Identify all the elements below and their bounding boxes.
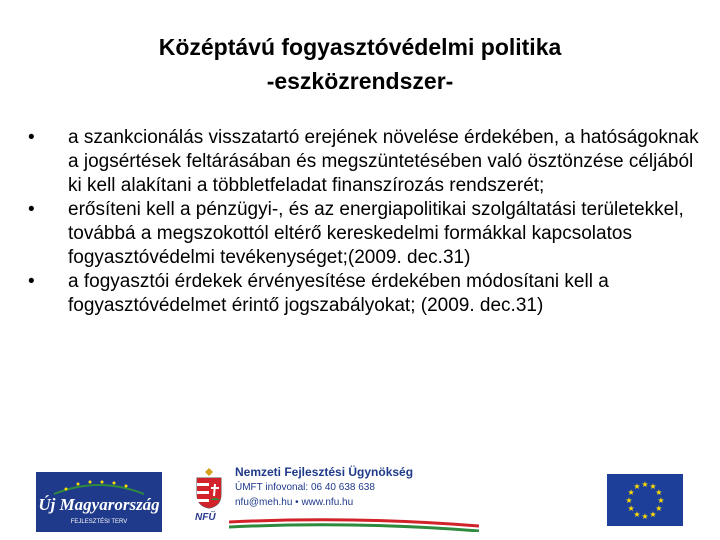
bullet-item — [28, 270, 708, 318]
infoline-text: ÚMFT infovonal: 06 40 638 638 — [235, 482, 375, 493]
eu-flag-icon — [607, 474, 683, 526]
eu-star-icon: ★ — [633, 509, 641, 519]
organization-name: Nemzeti Fejlesztési Ügynökség — [235, 465, 414, 479]
eu-star-icon: ★ — [657, 496, 665, 505]
bullet-text: erősíteni kell a pénzügyi-, és az energiapolitikai szolgáltatási területekkel, továbbá a megszokottól eltérő kereskedelmi formákkal kapcsolatos fogyasztóvédelmi tevékenységet;(2009. dec.31) — [68, 199, 684, 268]
bullet-text: a fogyasztói érdekek érvényesítése érdekében módosítani kell a fogyasztóvédelmet érintő jogszabályokat; (2009. dec.31) — [68, 271, 609, 316]
eu-star-icon: ★ — [649, 482, 657, 492]
bullet-marker: • — [28, 199, 35, 220]
hungarian-crest-icon — [193, 466, 225, 510]
nfu-abbreviation: NFÜ — [195, 512, 216, 523]
eu-star-icon: ★ — [641, 512, 649, 521]
eu-star-icon: ★ — [655, 504, 663, 513]
bullet-list — [28, 126, 708, 318]
title-line-2: -eszközrendszer- — [266, 68, 454, 94]
footer — [0, 462, 720, 540]
eu-star-icon: ★ — [641, 480, 649, 489]
eu-star-icon: ★ — [627, 488, 635, 497]
eu-star-icon: ★ — [625, 496, 633, 505]
bullet-item — [28, 126, 708, 198]
bullet-item — [28, 198, 708, 270]
svg-text:Új Magyarország: Új Magyarország — [38, 495, 160, 514]
uj-magyarorszag-logo — [36, 472, 162, 532]
bullet-marker: • — [28, 271, 35, 292]
slide-title — [0, 30, 720, 98]
eu-star-icon: ★ — [627, 504, 635, 513]
contact-text: nfu@meh.hu • www.nfu.hu — [235, 497, 354, 508]
bullet-text: a szankcionálás visszatartó erejének növelése érdekében, a hatóságoknak a jogsértések feltárásában és megszüntetésében való ösztönzése céljából ki kell alakítani a többletfeladat finanszírozás rendszerét; — [68, 127, 699, 196]
svg-text:FEJLESZTÉSI TERV: FEJLESZTÉSI TERV — [70, 519, 128, 525]
bullet-marker: • — [28, 127, 35, 148]
nfu-logo-block — [193, 462, 493, 540]
eu-star-icon: ★ — [649, 509, 657, 519]
title-line-1: Középtávú fogyasztóvédelmi politika — [158, 34, 562, 60]
eu-star-icon: ★ — [655, 488, 663, 497]
tricolor-stripe — [229, 518, 479, 532]
eu-star-icon: ★ — [633, 482, 641, 492]
